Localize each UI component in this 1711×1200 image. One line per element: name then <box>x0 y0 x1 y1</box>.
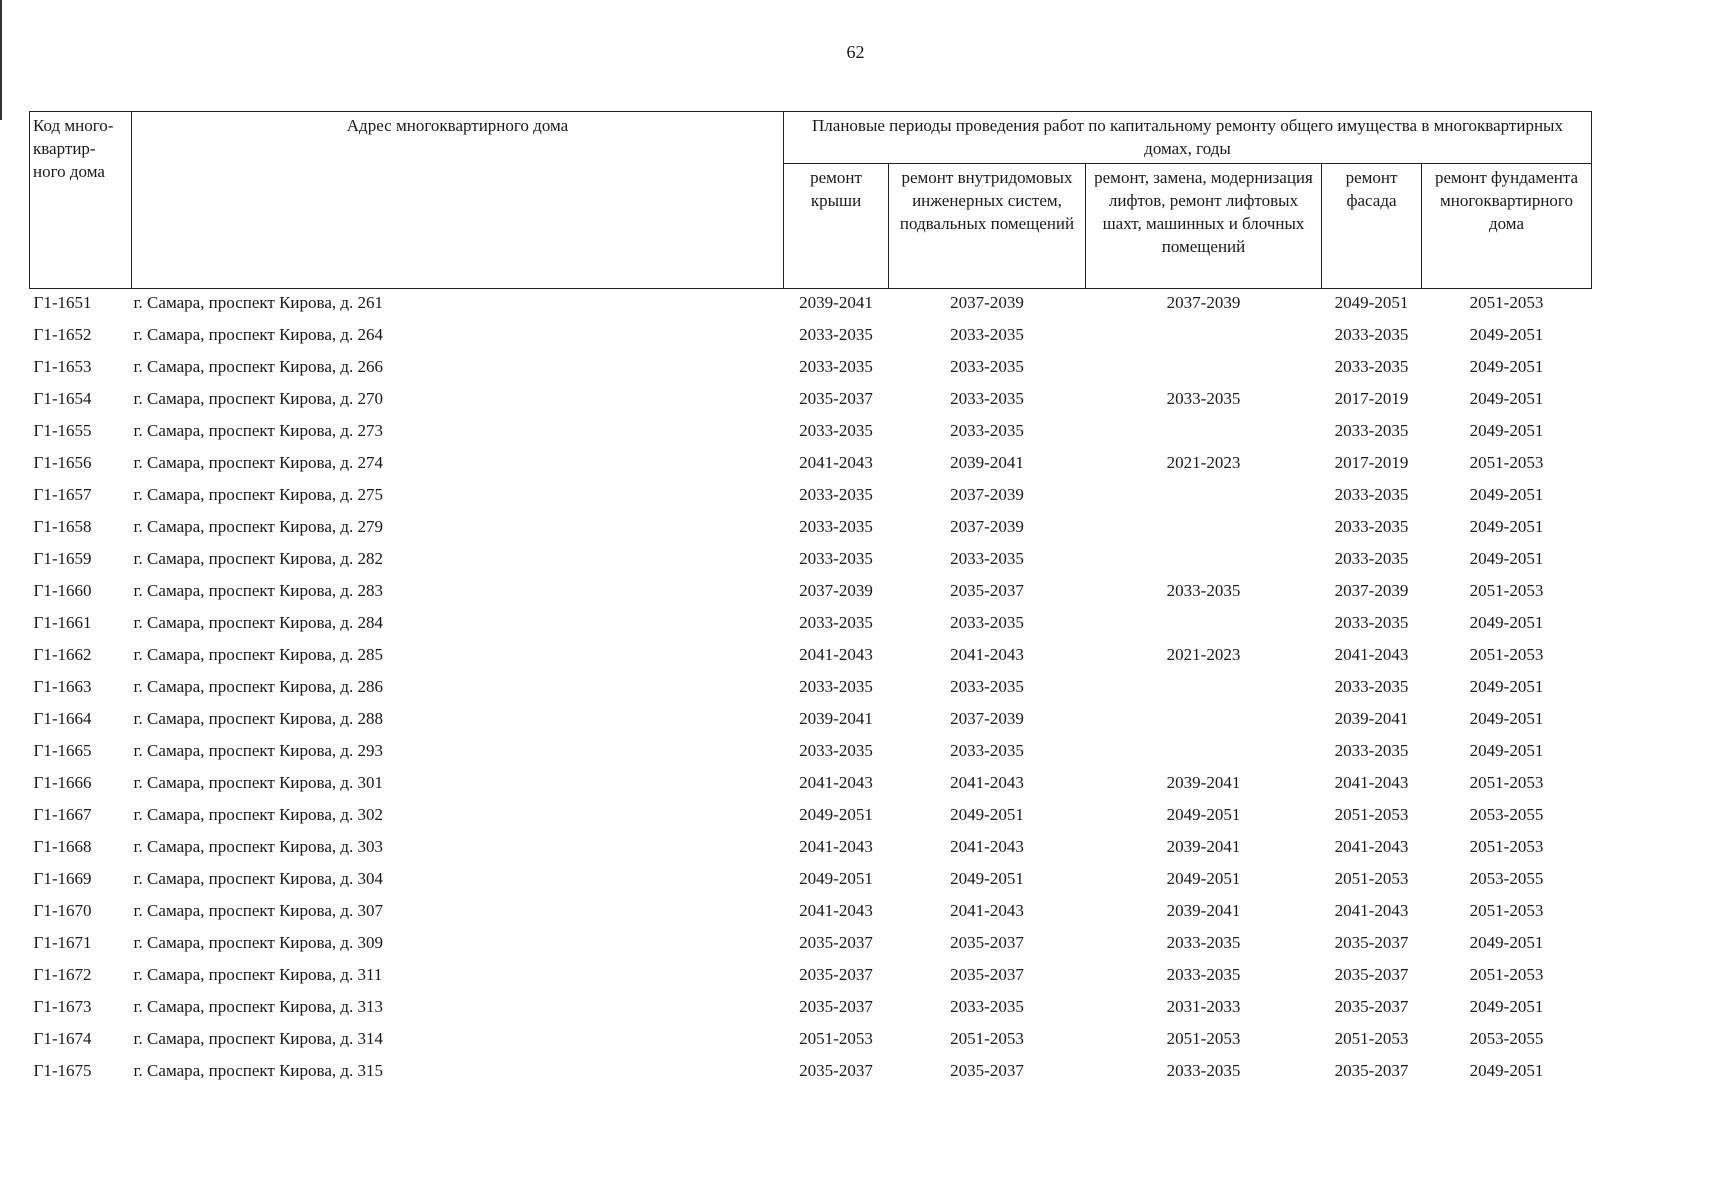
cell-engineering: 2033-2035 <box>950 996 1024 1016</box>
cell-roof: 2033-2035 <box>799 740 873 760</box>
table-row <box>30 993 1592 1025</box>
cell-code: Г1-1651 <box>33 293 92 312</box>
cell-facade: 2033-2035 <box>1334 740 1409 760</box>
cell-elevators <box>1086 705 1322 737</box>
table-row <box>30 449 1592 481</box>
cell-elevators: 2033-2035 <box>1166 580 1241 600</box>
table-row <box>30 929 1592 961</box>
cell-roof: 2033-2035 <box>799 548 873 568</box>
cell-address: г. Самара, проспект Кирова, д. 264 <box>133 324 384 344</box>
table-row <box>30 833 1592 865</box>
cell-code: Г1-1657 <box>33 484 92 504</box>
cell-elevators: 2033-2035 <box>1166 964 1241 984</box>
cell-facade: 2041-2043 <box>1334 644 1409 664</box>
cell-address: г. Самара, проспект Кирова, д. 307 <box>133 900 384 920</box>
cell-elevators: 2021-2023 <box>1166 644 1241 664</box>
cell-engineering: 2033-2035 <box>950 420 1024 440</box>
cell-facade: 2037-2039 <box>1334 580 1409 600</box>
cell-address: г. Самара, проспект Кирова, д. 302 <box>133 804 384 824</box>
cell-code: Г1-1658 <box>33 516 92 536</box>
cell-engineering: 2033-2035 <box>950 324 1024 344</box>
cell-roof: 2035-2037 <box>799 964 873 984</box>
cell-address: г. Самара, проспект Кирова, д. 304 <box>133 868 384 888</box>
cell-engineering: 2033-2035 <box>950 548 1024 568</box>
cell-facade: 2051-2053 <box>1334 868 1409 888</box>
cell-foundation: 2049-2051 <box>1469 996 1544 1016</box>
cell-elevators: 2039-2041 <box>1166 900 1241 920</box>
cell-code: Г1-1666 <box>33 772 92 792</box>
cell-address: г. Самара, проспект Кирова, д. 286 <box>133 676 384 696</box>
cell-address: г. Самара, проспект Кирова, д. 275 <box>133 484 384 504</box>
header-code: Код много-квартир-ного дома <box>30 112 132 289</box>
cell-code: Г1-1669 <box>33 868 92 888</box>
cell-facade: 2035-2037 <box>1334 996 1409 1016</box>
table-row <box>30 545 1592 577</box>
cell-roof: 2039-2041 <box>799 708 873 728</box>
cell-foundation: 2051-2053 <box>1469 772 1544 792</box>
cell-engineering: 2041-2043 <box>950 836 1024 856</box>
cell-code: Г1-1662 <box>33 644 92 664</box>
cell-foundation: 2049-2051 <box>1469 516 1544 536</box>
cell-elevators <box>1086 513 1322 545</box>
cell-address: г. Самара, проспект Кирова, д. 301 <box>133 772 384 792</box>
header-engineering: ремонт внутридомовых инженерных систем, подвальных помещений <box>889 164 1086 289</box>
cell-foundation: 2049-2051 <box>1469 932 1544 952</box>
cell-facade: 2041-2043 <box>1334 836 1409 856</box>
cell-engineering: 2041-2043 <box>950 900 1024 920</box>
cell-roof: 2033-2035 <box>799 420 873 440</box>
cell-engineering: 2033-2035 <box>950 676 1024 696</box>
cell-facade: 2049-2051 <box>1334 293 1409 312</box>
cell-roof: 2035-2037 <box>799 1060 873 1080</box>
table-row <box>30 321 1592 353</box>
cell-elevators <box>1086 609 1322 641</box>
cell-address: г. Самара, проспект Кирова, д. 261 <box>133 293 384 312</box>
cell-elevators: 2033-2035 <box>1166 932 1241 952</box>
cell-roof: 2033-2035 <box>799 356 873 376</box>
cell-foundation: 2049-2051 <box>1469 484 1544 504</box>
cell-elevators: 2033-2035 <box>1166 388 1241 408</box>
cell-foundation: 2049-2051 <box>1469 740 1544 760</box>
cell-elevators: 2051-2053 <box>1166 1028 1241 1048</box>
cell-facade: 2041-2043 <box>1334 772 1409 792</box>
page-number: 62 <box>846 42 865 62</box>
cell-foundation: 2051-2053 <box>1469 580 1544 600</box>
cell-facade: 2033-2035 <box>1334 324 1409 344</box>
cell-roof: 2039-2041 <box>799 293 873 312</box>
header-elevators: ремонт, замена, модернизация лифтов, ремонт лифтовых шахт, машинных и блочных помещений <box>1086 164 1322 289</box>
cell-foundation: 2049-2051 <box>1469 676 1544 696</box>
cell-elevators: 2037-2039 <box>1166 293 1241 312</box>
cell-engineering: 2033-2035 <box>950 388 1024 408</box>
cell-elevators: 2033-2035 <box>1166 1060 1241 1080</box>
cell-elevators: 2039-2041 <box>1166 772 1241 792</box>
cell-foundation: 2049-2051 <box>1469 1060 1544 1080</box>
table-row <box>30 1025 1592 1057</box>
cell-facade: 2041-2043 <box>1334 900 1409 920</box>
cell-roof: 2033-2035 <box>799 676 873 696</box>
cell-code: Г1-1663 <box>33 676 92 696</box>
table-row <box>30 1057 1592 1089</box>
cell-roof: 2041-2043 <box>799 900 873 920</box>
table-row <box>30 673 1592 705</box>
cell-address: г. Самара, проспект Кирова, д. 266 <box>133 356 384 376</box>
cell-code: Г1-1654 <box>33 388 92 408</box>
cell-foundation: 2053-2055 <box>1469 868 1544 888</box>
cell-foundation: 2053-2055 <box>1469 1028 1544 1048</box>
cell-roof: 2049-2051 <box>799 868 873 888</box>
cell-engineering: 2035-2037 <box>950 932 1024 952</box>
cell-foundation: 2051-2053 <box>1469 964 1544 984</box>
cell-roof: 2033-2035 <box>799 612 873 632</box>
cell-code: Г1-1672 <box>33 964 92 984</box>
cell-foundation: 2049-2051 <box>1469 612 1544 632</box>
cell-foundation: 2049-2051 <box>1469 548 1544 568</box>
cell-address: г. Самара, проспект Кирова, д. 314 <box>133 1028 384 1048</box>
cell-address: г. Самара, проспект Кирова, д. 284 <box>133 612 384 632</box>
cell-engineering: 2051-2053 <box>950 1028 1024 1048</box>
cell-engineering: 2033-2035 <box>950 612 1024 632</box>
cell-facade: 2051-2053 <box>1334 1028 1409 1048</box>
cell-code: Г1-1673 <box>33 996 92 1016</box>
cell-elevators <box>1086 481 1322 513</box>
cell-engineering: 2037-2039 <box>950 293 1024 312</box>
table-row <box>30 417 1592 449</box>
header-facade: ремонт фасада <box>1322 164 1422 289</box>
cell-engineering: 2039-2041 <box>950 452 1024 472</box>
cell-address: г. Самара, проспект Кирова, д. 273 <box>133 420 384 440</box>
cell-roof: 2035-2037 <box>799 388 873 408</box>
cell-elevators <box>1086 737 1322 769</box>
table-body <box>30 289 1592 1089</box>
cell-facade: 2017-2019 <box>1334 452 1409 472</box>
header-address: Адрес многоквартирного дома <box>132 112 784 289</box>
cell-roof: 2051-2053 <box>799 1028 873 1048</box>
table-row <box>30 705 1592 737</box>
cell-foundation: 2049-2051 <box>1469 420 1544 440</box>
cell-facade: 2033-2035 <box>1334 516 1409 536</box>
cell-roof: 2033-2035 <box>799 516 873 536</box>
cell-elevators <box>1086 673 1322 705</box>
cell-engineering: 2041-2043 <box>950 772 1024 792</box>
cell-code: Г1-1656 <box>33 452 92 472</box>
cell-engineering: 2037-2039 <box>950 708 1024 728</box>
cell-facade: 2033-2035 <box>1334 484 1409 504</box>
cell-foundation: 2051-2053 <box>1469 452 1544 472</box>
cell-code: Г1-1670 <box>33 900 92 920</box>
cell-engineering: 2037-2039 <box>950 484 1024 504</box>
cell-elevators: 2049-2051 <box>1166 868 1241 888</box>
cell-elevators: 2021-2023 <box>1166 452 1241 472</box>
cell-roof: 2049-2051 <box>799 804 873 824</box>
cell-address: г. Самара, проспект Кирова, д. 279 <box>133 516 384 536</box>
cell-code: Г1-1675 <box>33 1060 92 1080</box>
cell-code: Г1-1668 <box>33 836 92 856</box>
cell-code: Г1-1652 <box>33 324 92 344</box>
table-row <box>30 513 1592 545</box>
cell-engineering: 2041-2043 <box>950 644 1024 664</box>
cell-address: г. Самара, проспект Кирова, д. 288 <box>133 708 384 728</box>
cell-elevators <box>1086 353 1322 385</box>
cell-code: Г1-1660 <box>33 580 92 600</box>
cell-facade: 2039-2041 <box>1334 708 1409 728</box>
cell-code: Г1-1661 <box>33 612 92 632</box>
cell-facade: 2035-2037 <box>1334 964 1409 984</box>
cell-facade: 2033-2035 <box>1334 420 1409 440</box>
table-row <box>30 385 1592 417</box>
cell-address: г. Самара, проспект Кирова, д. 303 <box>133 836 384 856</box>
cell-roof: 2035-2037 <box>799 996 873 1016</box>
cell-address: г. Самара, проспект Кирова, д. 285 <box>133 644 384 664</box>
cell-elevators <box>1086 321 1322 353</box>
cell-address: г. Самара, проспект Кирова, д. 309 <box>133 932 384 952</box>
cell-roof: 2041-2043 <box>799 836 873 856</box>
cell-foundation: 2051-2053 <box>1469 293 1544 312</box>
cell-foundation: 2051-2053 <box>1469 836 1544 856</box>
table-row <box>30 865 1592 897</box>
cell-address: г. Самара, проспект Кирова, д. 270 <box>133 388 384 408</box>
cell-foundation: 2049-2051 <box>1469 356 1544 376</box>
cell-roof: 2035-2037 <box>799 932 873 952</box>
cell-roof: 2041-2043 <box>799 452 873 472</box>
table-row <box>30 769 1592 801</box>
cell-roof: 2033-2035 <box>799 324 873 344</box>
cell-code: Г1-1674 <box>33 1028 92 1048</box>
table-row <box>30 737 1592 769</box>
cell-code: Г1-1664 <box>33 708 92 728</box>
table-row <box>30 481 1592 513</box>
cell-engineering: 2033-2035 <box>950 740 1024 760</box>
cell-facade: 2017-2019 <box>1334 388 1409 408</box>
cell-roof: 2033-2035 <box>799 484 873 504</box>
cell-facade: 2033-2035 <box>1334 548 1409 568</box>
cell-engineering: 2049-2051 <box>950 868 1024 888</box>
table-row <box>30 961 1592 993</box>
cell-code: Г1-1655 <box>33 420 92 440</box>
cell-engineering: 2033-2035 <box>950 356 1024 376</box>
cell-code: Г1-1665 <box>33 740 92 760</box>
cell-facade: 2033-2035 <box>1334 356 1409 376</box>
cell-engineering: 2037-2039 <box>950 516 1024 536</box>
repair-schedule-table <box>29 111 1592 1089</box>
cell-facade: 2033-2035 <box>1334 676 1409 696</box>
cell-address: г. Самара, проспект Кирова, д. 293 <box>133 740 384 760</box>
cell-address: г. Самара, проспект Кирова, д. 315 <box>133 1060 384 1080</box>
cell-code: Г1-1653 <box>33 356 92 376</box>
table-row <box>30 609 1592 641</box>
cell-roof: 2041-2043 <box>799 644 873 664</box>
cell-code: Г1-1667 <box>33 804 92 824</box>
cell-foundation: 2049-2051 <box>1469 324 1544 344</box>
cell-foundation: 2049-2051 <box>1469 708 1544 728</box>
cell-roof: 2037-2039 <box>799 580 873 600</box>
cell-address: г. Самара, проспект Кирова, д. 313 <box>133 996 384 1016</box>
cell-facade: 2033-2035 <box>1334 612 1409 632</box>
cell-facade: 2035-2037 <box>1334 932 1409 952</box>
cell-facade: 2035-2037 <box>1334 1060 1409 1080</box>
header-roof: ремонт крыши <box>784 164 889 289</box>
cell-elevators <box>1086 545 1322 577</box>
cell-elevators: 2031-2033 <box>1166 996 1241 1016</box>
cell-elevators <box>1086 417 1322 449</box>
cell-facade: 2051-2053 <box>1334 804 1409 824</box>
cell-code: Г1-1671 <box>33 932 92 952</box>
table-row <box>30 353 1592 385</box>
cell-engineering: 2035-2037 <box>950 580 1024 600</box>
header-periods: Плановые периоды проведения работ по капитальному ремонту общего имущества в многоквартирных домах, годы <box>784 112 1592 164</box>
cell-engineering: 2049-2051 <box>950 804 1024 824</box>
table-row <box>30 577 1592 609</box>
table-row <box>30 289 1592 321</box>
cell-foundation: 2051-2053 <box>1469 644 1544 664</box>
table-row <box>30 641 1592 673</box>
cell-address: г. Самара, проспект Кирова, д. 311 <box>133 964 383 984</box>
cell-code: Г1-1659 <box>33 548 92 568</box>
cell-foundation: 2053-2055 <box>1469 804 1544 824</box>
cell-roof: 2041-2043 <box>799 772 873 792</box>
cell-engineering: 2035-2037 <box>950 1060 1024 1080</box>
cell-elevators: 2049-2051 <box>1166 804 1241 824</box>
cell-address: г. Самара, проспект Кирова, д. 274 <box>133 452 384 472</box>
cell-address: г. Самара, проспект Кирова, д. 282 <box>133 548 384 568</box>
table-row <box>30 897 1592 929</box>
cell-foundation: 2049-2051 <box>1469 388 1544 408</box>
table-row <box>30 801 1592 833</box>
cell-foundation: 2051-2053 <box>1469 900 1544 920</box>
header-foundation: ремонт фундамента многоквартирного дома <box>1422 164 1592 289</box>
cell-engineering: 2035-2037 <box>950 964 1024 984</box>
cell-elevators: 2039-2041 <box>1166 836 1241 856</box>
cell-address: г. Самара, проспект Кирова, д. 283 <box>133 580 384 600</box>
